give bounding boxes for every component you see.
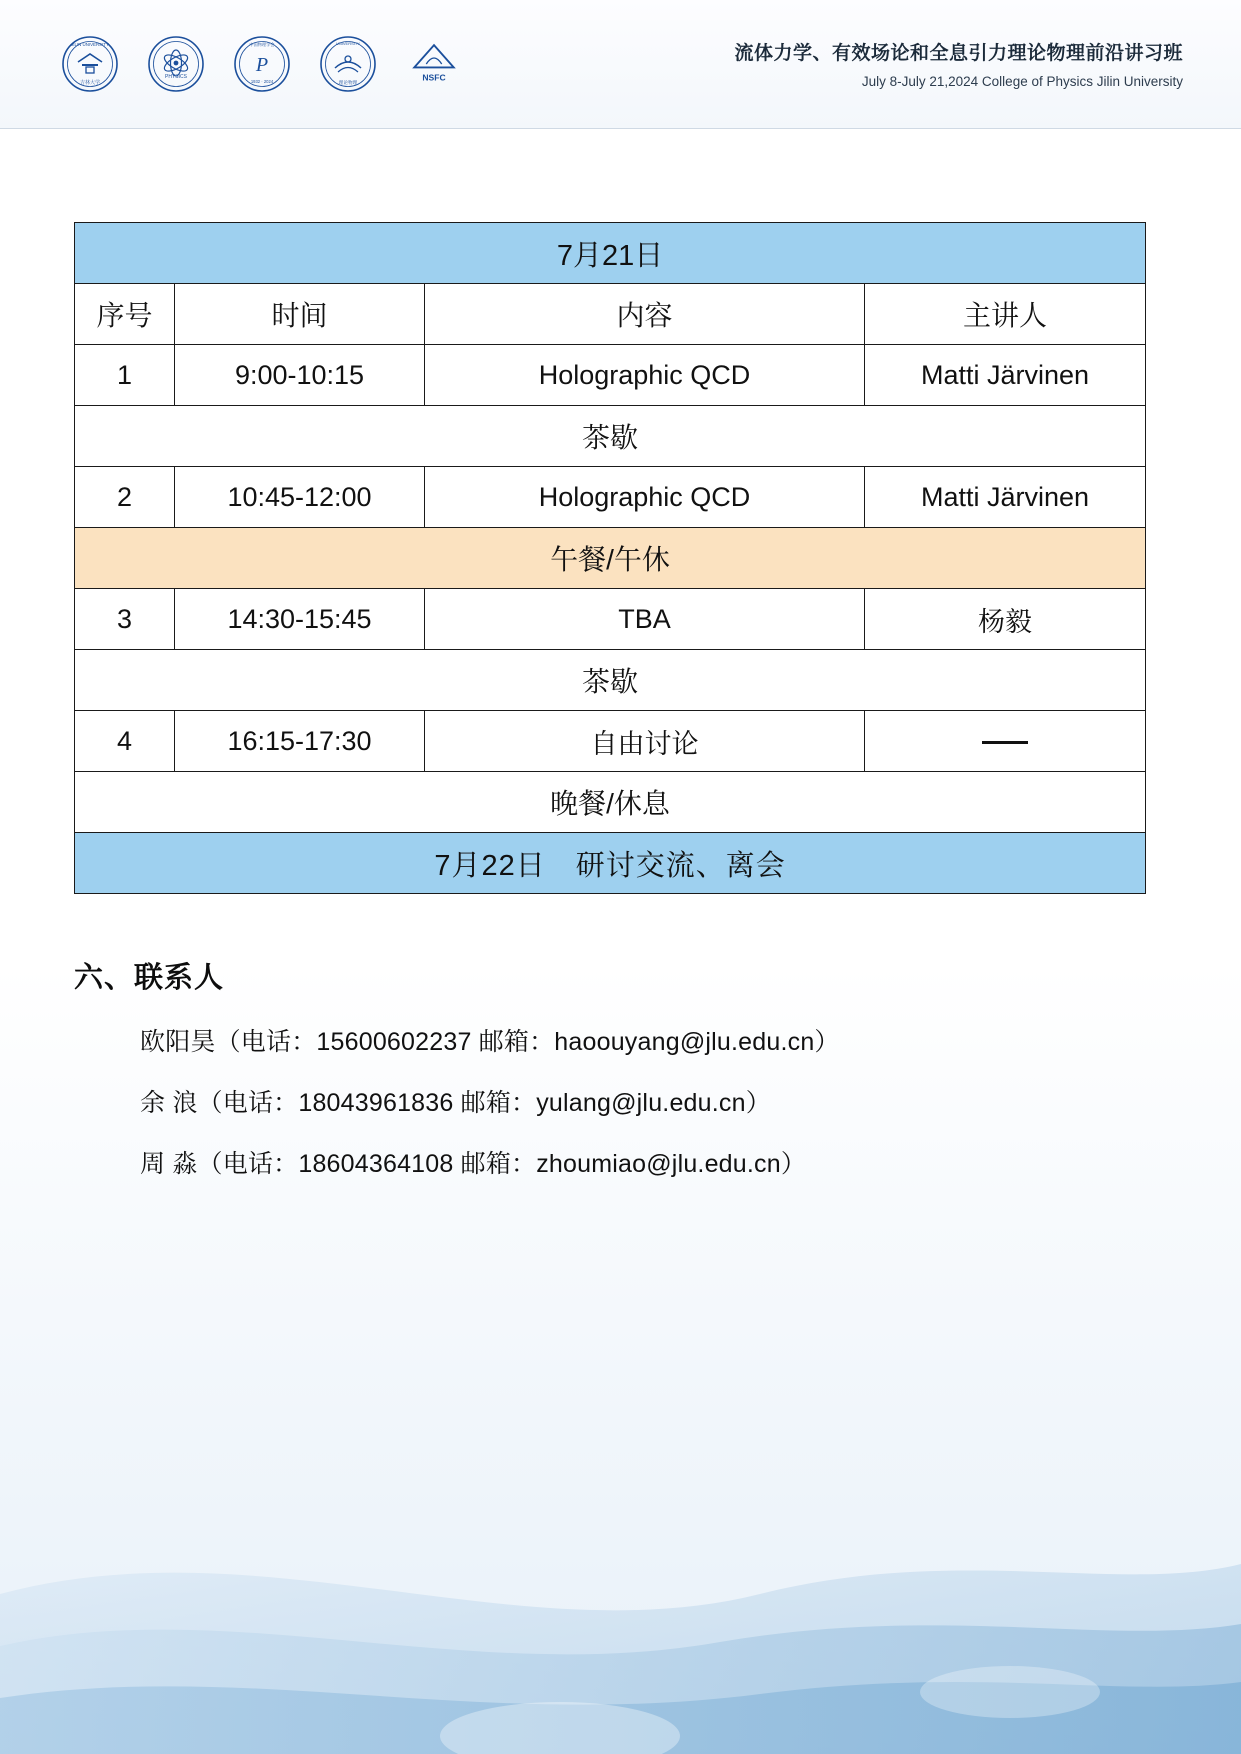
row-speaker: 杨毅 — [865, 589, 1146, 650]
row-speaker: Matti Järvinen — [865, 345, 1146, 406]
svg-text:UNIVERSITY: UNIVERSITY — [335, 41, 361, 46]
schedule-section — [74, 222, 1145, 894]
row-time: 9:00-10:15 — [175, 345, 425, 406]
svg-text:1932 · 2024: 1932 · 2024 — [250, 79, 274, 84]
row-speaker: Matti Järvinen — [865, 467, 1146, 528]
svg-text:NSFC: NSFC — [422, 72, 446, 83]
column-header-speaker: 主讲人 — [865, 284, 1146, 345]
row-time: 16:15-17:30 — [175, 711, 425, 772]
svg-text:吉林大学: 吉林大学 — [79, 80, 101, 86]
table-row-break — [75, 406, 1146, 467]
contacts-section — [74, 955, 1154, 1205]
schedule-header-row — [75, 284, 1146, 345]
row-speaker — [865, 711, 1146, 772]
chinese-physical-society-logo — [232, 34, 292, 94]
column-header-time: 时间 — [175, 284, 425, 345]
svg-text:中国物理学会: 中国物理学会 — [249, 42, 275, 47]
row-time: 14:30-15:45 — [175, 589, 425, 650]
column-header-topic: 内容 — [425, 284, 865, 345]
row-topic: 自由讨论 — [425, 711, 865, 772]
schedule-footer-row — [75, 833, 1146, 894]
table-row-lunch — [75, 528, 1146, 589]
list-item: 欧阳昊（电话：15600602237 邮箱：haoouyang@jlu.edu.cn） — [140, 1028, 840, 1056]
row-topic: Holographic QCD — [425, 345, 865, 406]
svg-text:理论物理: 理论物理 — [338, 80, 358, 85]
table-row — [75, 345, 1146, 406]
page-header — [0, 0, 1241, 129]
header-title-block — [734, 38, 1183, 89]
table-row — [75, 467, 1146, 528]
svg-text:PHYSICS: PHYSICS — [165, 74, 187, 80]
table-row — [75, 589, 1146, 650]
nsfc-logo — [404, 34, 464, 94]
physics-society-logo — [146, 34, 206, 94]
header-title-en: July 8-July 21,2024 College of Physics Jilin University — [861, 74, 1183, 89]
row-topic: Holographic QCD — [425, 467, 865, 528]
row-topic: TBA — [425, 589, 865, 650]
schedule-date: 7月21日 — [75, 223, 1146, 284]
schedule-date-row — [75, 223, 1146, 284]
row-time: 10:45-12:00 — [175, 467, 425, 528]
header-title-cn: 流体力学、有效场论和全息引力理论物理前沿讲习班 — [734, 43, 1183, 64]
break-label: 茶歇 — [75, 406, 1146, 467]
break-label: 晚餐/休息 — [75, 772, 1146, 833]
table-row-break — [75, 772, 1146, 833]
table-row — [75, 711, 1146, 772]
contacts-heading: 六、联系人 — [74, 962, 225, 994]
svg-text:JILIN UNIVERSITY: JILIN UNIVERSITY — [71, 42, 109, 47]
table-row-break — [75, 650, 1146, 711]
lunch-label: 午餐/午休 — [75, 528, 1146, 589]
break-label: 茶歇 — [75, 650, 1146, 711]
row-no: 2 — [75, 467, 175, 528]
list-item: 周 淼（电话：18604364108 邮箱：zhoumiao@jlu.edu.cn） — [140, 1150, 807, 1178]
schedule-footer: 7月22日 研讨交流、离会 — [75, 833, 1146, 894]
svg-text:P: P — [255, 54, 269, 76]
logo-strip — [60, 34, 464, 94]
row-no: 3 — [75, 589, 175, 650]
university-emblem-logo — [318, 34, 378, 94]
row-no: 1 — [75, 345, 175, 406]
schedule-table — [74, 222, 1146, 894]
jilin-university-logo — [60, 34, 120, 94]
em-dash-icon — [982, 741, 1028, 744]
column-header-no: 序号 — [75, 284, 175, 345]
list-item: 余 浪（电话：18043961836 邮箱：yulang@jlu.edu.cn） — [140, 1089, 771, 1117]
row-no: 4 — [75, 711, 175, 772]
